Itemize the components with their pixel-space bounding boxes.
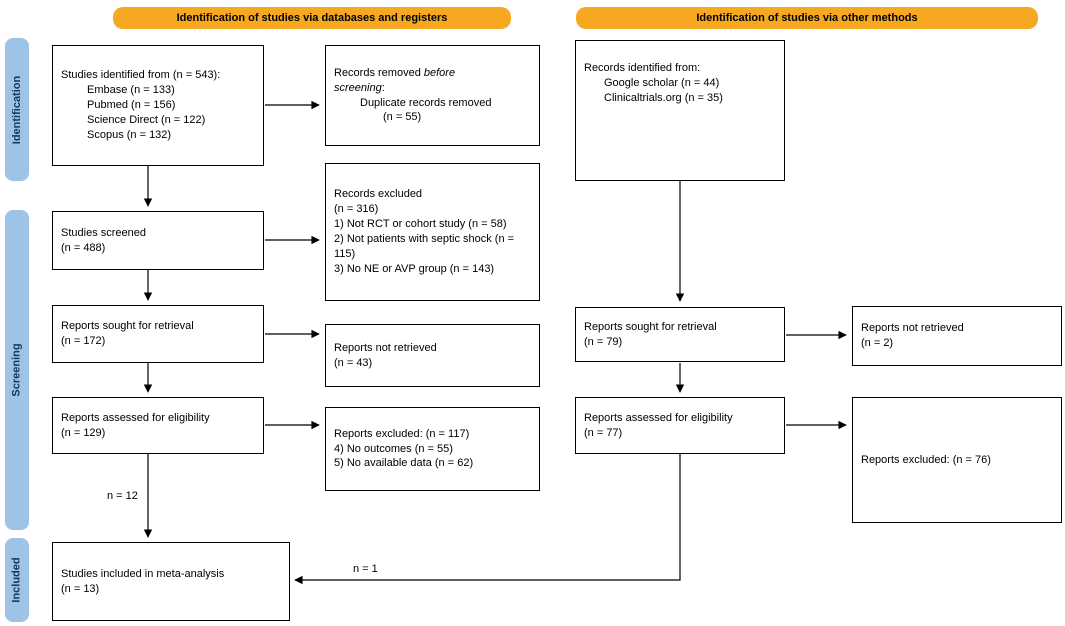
box-reports-not-retrieved: [325, 324, 540, 387]
records-removed-title: [334, 66, 506, 96]
reports-assessed-line1: Reports assessed for eligibility: [61, 411, 210, 424]
phase-included-label: Included: [11, 557, 24, 603]
records-removed-pre: Records removed: [334, 66, 424, 79]
studies-identified-title: Studies identified from (n = 543):: [61, 69, 221, 82]
records-removed-post: :: [381, 81, 385, 94]
reports-sought-count: (n = 172): [61, 335, 106, 347]
banner-databases-registers: Identification of studies via databases and registers: [113, 7, 511, 29]
box-reports-sought: [52, 305, 264, 363]
box-other-records-identified: [575, 40, 785, 181]
studies-screened-line1: Studies screened: [61, 226, 146, 239]
records-excluded-reason-2: 2) Not patients with septic shock (n = 115): [334, 233, 515, 260]
records-excluded-count: (n = 316): [334, 203, 379, 216]
source-google-scholar: Google scholar (n = 44): [604, 76, 720, 89]
reports-excluded-reason-5: 5) No available data (n = 62): [334, 457, 474, 470]
records-excluded-line1: Records excluded: [334, 188, 423, 201]
box-studies-included: [52, 542, 290, 621]
studies-screened-count: (n = 488): [61, 241, 106, 254]
records-excluded-reason-1: 1) Not RCT or cohort study (n = 58): [334, 218, 507, 231]
box-reports-assessed: [52, 397, 264, 454]
records-removed-italic: before screening: [334, 66, 456, 94]
other-not-retrieved-count: (n = 2): [861, 337, 894, 349]
other-reports-excluded-line1: Reports excluded: (n = 76): [861, 453, 991, 466]
box-reports-excluded: [325, 407, 540, 491]
phase-included: [5, 538, 29, 622]
reports-assessed-count: (n = 129): [61, 426, 106, 439]
phase-identification-label: Identification: [11, 75, 24, 144]
box-studies-identified: [52, 45, 264, 166]
phase-identification: [5, 38, 29, 181]
other-reports-assessed-count: (n = 77): [584, 426, 623, 439]
box-other-reports-not-retrieved: [852, 306, 1062, 366]
box-other-reports-excluded: [852, 397, 1062, 523]
reports-sought-line1: Reports sought for retrieval: [61, 320, 194, 333]
edge-label-n12: n = 12: [107, 490, 138, 502]
records-excluded-reason-3: 3) No NE or AVP group (n = 143): [334, 262, 495, 275]
source-clinicaltrials: Clinicaltrials.org (n = 35): [604, 91, 723, 104]
other-reports-sought-line1: Reports sought for retrieval: [584, 320, 717, 333]
reports-not-retrieved-count: (n = 43): [334, 356, 373, 369]
records-removed-detail: Duplicate records removed: [360, 96, 492, 109]
records-removed-count: (n = 55): [383, 111, 422, 124]
reports-not-retrieved-line1: Reports not retrieved: [334, 341, 437, 354]
source-scopus: Scopus (n = 132): [87, 128, 172, 141]
reports-excluded-reason-4: 4) No outcomes (n = 55): [334, 442, 453, 455]
box-other-reports-assessed: [575, 397, 785, 454]
box-records-removed: [325, 45, 540, 146]
studies-included-line1: Studies included in meta-analysis: [61, 567, 225, 580]
source-pubmed: Pubmed (n = 156): [87, 99, 176, 112]
edge-label-n1: n = 1: [353, 563, 378, 575]
box-other-reports-sought: [575, 307, 785, 362]
other-reports-assessed-line1: Reports assessed for eligibility: [584, 411, 733, 424]
reports-excluded-line1: Reports excluded: (n = 117): [334, 427, 470, 440]
box-records-excluded: [325, 163, 540, 301]
phase-screening: [5, 210, 29, 530]
studies-included-count: (n = 13): [61, 582, 100, 595]
other-reports-sought-count: (n = 79): [584, 335, 623, 348]
source-embase: Embase (n = 133): [87, 84, 175, 97]
phase-screening-label: Screening: [11, 343, 23, 397]
other-not-retrieved-line1: Reports not retrieved: [861, 322, 964, 335]
banner-other-methods: Identification of studies via other methods: [576, 7, 1038, 29]
box-studies-screened: [52, 211, 264, 270]
other-identified-title: Records identified from:: [584, 62, 701, 74]
source-science-direct: Science Direct (n = 122): [87, 113, 206, 126]
